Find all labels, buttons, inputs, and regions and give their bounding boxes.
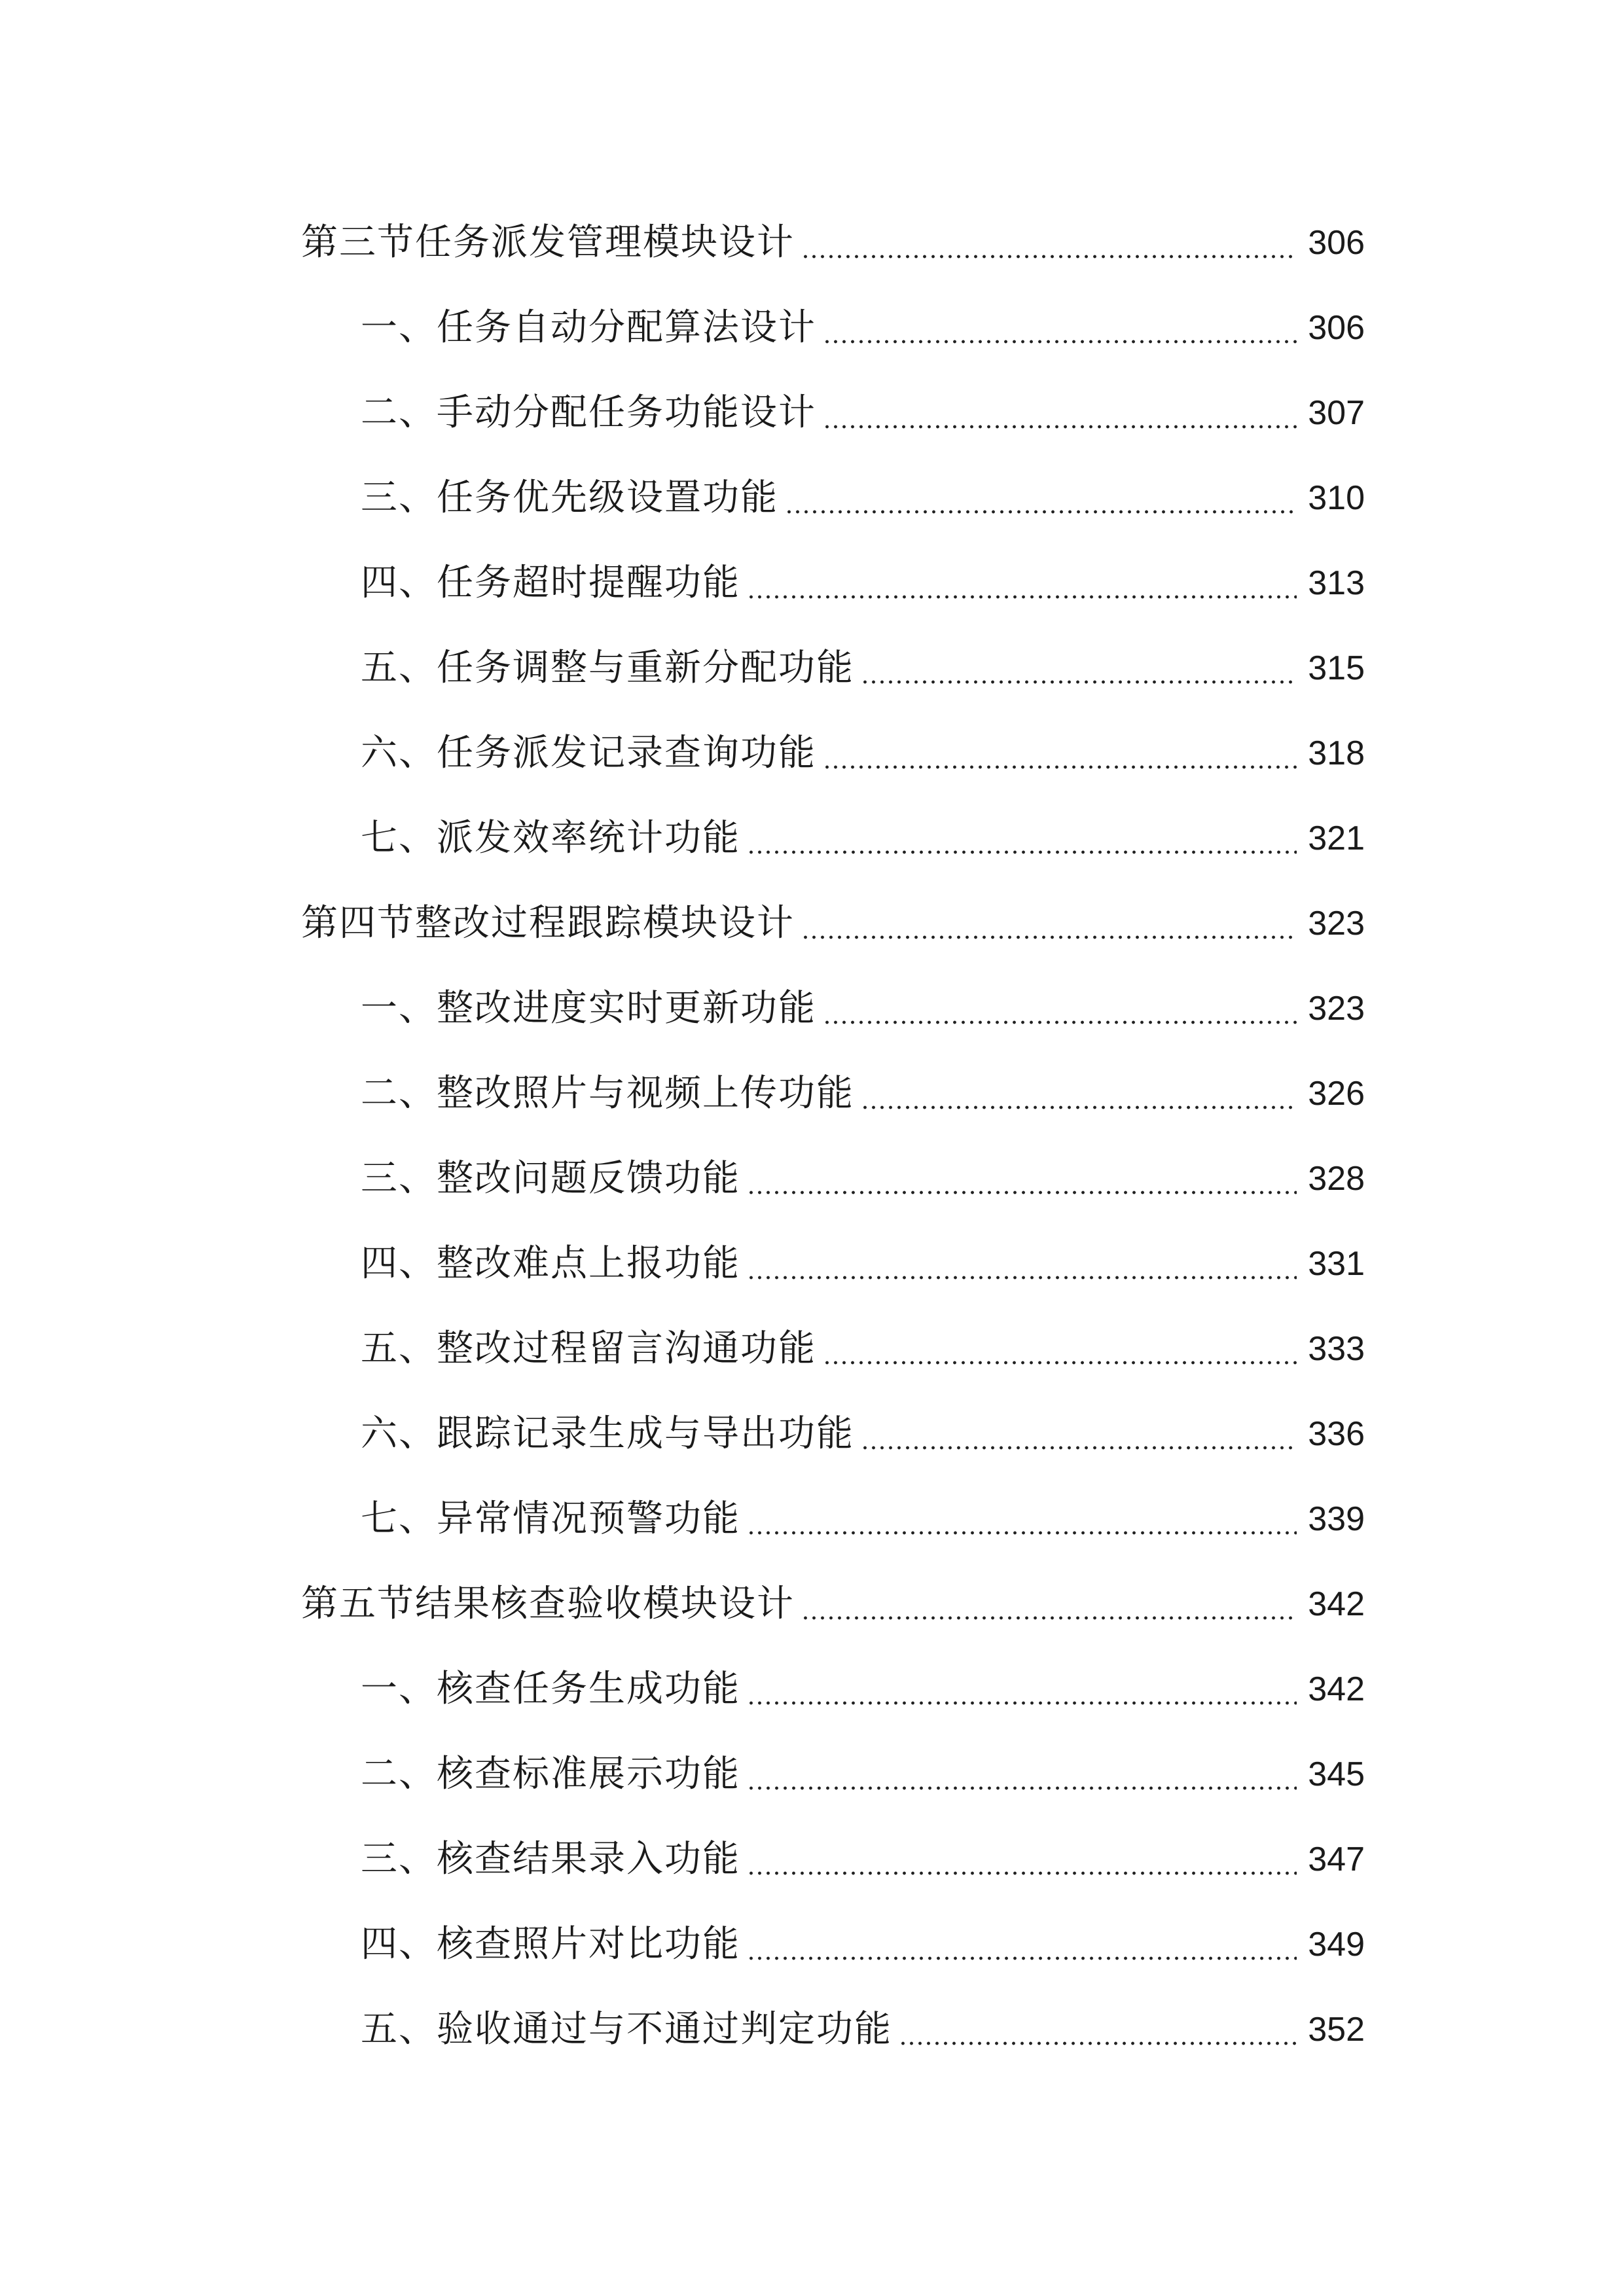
toc-dot-leader — [899, 2011, 1297, 2048]
toc-entry-page: 328 — [1308, 1160, 1365, 1198]
table-of-contents — [0, 200, 1624, 2072]
toc-entry-page: 349 — [1308, 1926, 1365, 1964]
toc-dot-leader — [747, 1756, 1297, 1793]
toc-dot-leader — [823, 395, 1297, 431]
toc-entry-subsection[interactable] — [0, 1391, 1624, 1477]
toc-entry-title: 三、核查结果录入功能 — [361, 1838, 740, 1880]
toc-dot-leader — [801, 1586, 1297, 1623]
toc-entry-page: 331 — [1308, 1245, 1365, 1283]
toc-dot-leader — [747, 820, 1297, 857]
toc-entry-title: 六、跟踪记录生成与导出功能 — [361, 1412, 854, 1455]
toc-entry-subsection[interactable] — [0, 626, 1624, 711]
toc-dot-leader — [747, 565, 1297, 601]
toc-entry-title: 第四节整改过程跟踪模块设计 — [301, 902, 795, 944]
toc-dot-leader — [747, 1841, 1297, 1878]
toc-entry-page: 313 — [1308, 564, 1365, 602]
toc-entry-title: 三、整改问题反馈功能 — [361, 1157, 740, 1200]
toc-entry-page: 306 — [1308, 224, 1365, 262]
toc-entry-page: 307 — [1308, 394, 1365, 432]
toc-entry-subsection[interactable] — [0, 1051, 1624, 1136]
toc-entry-title: 二、核查标准展示功能 — [361, 1753, 740, 1795]
toc-dot-leader — [861, 1416, 1297, 1452]
toc-dot-leader — [823, 1331, 1297, 1367]
toc-dot-leader — [747, 1246, 1297, 1282]
toc-entry-title: 一、任务自动分配算法设计 — [361, 306, 816, 349]
toc-entry-page: 352 — [1308, 2011, 1365, 2049]
toc-entry-title: 五、整改过程留言沟通功能 — [361, 1327, 816, 1370]
toc-entry-page: 318 — [1308, 734, 1365, 772]
toc-dot-leader — [801, 224, 1297, 261]
toc-entry-subsection[interactable] — [0, 1477, 1624, 1562]
toc-entry-page: 342 — [1308, 1585, 1365, 1623]
toc-entry-subsection[interactable] — [0, 966, 1624, 1051]
toc-dot-leader — [823, 735, 1297, 772]
toc-entry-page: 347 — [1308, 1840, 1365, 1878]
toc-entry-page: 336 — [1308, 1415, 1365, 1453]
toc-entry-title: 四、核查照片对比功能 — [361, 1923, 740, 1965]
toc-dot-leader — [861, 650, 1297, 687]
toc-entry-page: 326 — [1308, 1075, 1365, 1113]
toc-entry-subsection[interactable] — [0, 541, 1624, 626]
toc-entry-section[interactable] — [0, 200, 1624, 285]
toc-entry-page: 333 — [1308, 1330, 1365, 1368]
toc-entry-page: 321 — [1308, 819, 1365, 857]
toc-entry-title: 五、验收通过与不通过判定功能 — [361, 2008, 892, 2051]
toc-dot-leader — [823, 310, 1297, 346]
toc-entry-title: 四、整改难点上报功能 — [361, 1242, 740, 1285]
toc-entry-page: 315 — [1308, 649, 1365, 687]
toc-entry-section[interactable] — [0, 1562, 1624, 1647]
toc-dot-leader — [823, 990, 1297, 1027]
toc-entry-title: 一、核查任务生成功能 — [361, 1668, 740, 1710]
toc-entry-title: 五、任务调整与重新分配功能 — [361, 647, 854, 689]
toc-dot-leader — [785, 480, 1297, 516]
toc-entry-subsection[interactable] — [0, 796, 1624, 881]
toc-dot-leader — [801, 905, 1297, 942]
toc-entry-title: 六、任务派发记录查询功能 — [361, 732, 816, 774]
toc-entry-title: 二、整改照片与视频上传功能 — [361, 1072, 854, 1115]
toc-entry-page: 323 — [1308, 905, 1365, 942]
toc-entry-title: 四、任务超时提醒功能 — [361, 562, 740, 604]
toc-entry-page: 345 — [1308, 1755, 1365, 1793]
toc-entry-subsection[interactable] — [0, 1221, 1624, 1306]
toc-entry-page: 323 — [1308, 990, 1365, 1028]
toc-entry-title: 二、手动分配任务功能设计 — [361, 391, 816, 434]
toc-entry-subsection[interactable] — [0, 285, 1624, 370]
toc-entry-subsection[interactable] — [0, 1306, 1624, 1391]
toc-entry-title: 一、整改进度实时更新功能 — [361, 987, 816, 1030]
toc-entry-subsection[interactable] — [0, 1647, 1624, 1732]
toc-entry-title: 三、任务优先级设置功能 — [361, 476, 778, 519]
toc-dot-leader — [747, 1160, 1297, 1197]
toc-entry-subsection[interactable] — [0, 1136, 1624, 1221]
toc-entry-subsection[interactable] — [0, 1732, 1624, 1817]
toc-entry-subsection[interactable] — [0, 1902, 1624, 1987]
toc-entry-section[interactable] — [0, 881, 1624, 966]
toc-entry-page: 310 — [1308, 479, 1365, 517]
toc-entry-page: 339 — [1308, 1500, 1365, 1538]
toc-entry-subsection[interactable] — [0, 370, 1624, 456]
toc-dot-leader — [861, 1075, 1297, 1112]
toc-entry-subsection[interactable] — [0, 1987, 1624, 2072]
toc-entry-page: 342 — [1308, 1670, 1365, 1708]
toc-entry-title: 第五节结果核查验收模块设计 — [301, 1583, 795, 1625]
toc-entry-title: 七、派发效率统计功能 — [361, 817, 740, 859]
toc-dot-leader — [747, 1671, 1297, 1708]
toc-dot-leader — [747, 1501, 1297, 1537]
toc-entry-subsection[interactable] — [0, 711, 1624, 796]
toc-dot-leader — [747, 1926, 1297, 1963]
toc-entry-subsection[interactable] — [0, 1817, 1624, 1902]
toc-entry-title: 第三节任务派发管理模块设计 — [301, 221, 795, 264]
toc-entry-subsection[interactable] — [0, 456, 1624, 541]
toc-entry-page: 306 — [1308, 309, 1365, 347]
toc-entry-title: 七、异常情况预警功能 — [361, 1498, 740, 1540]
